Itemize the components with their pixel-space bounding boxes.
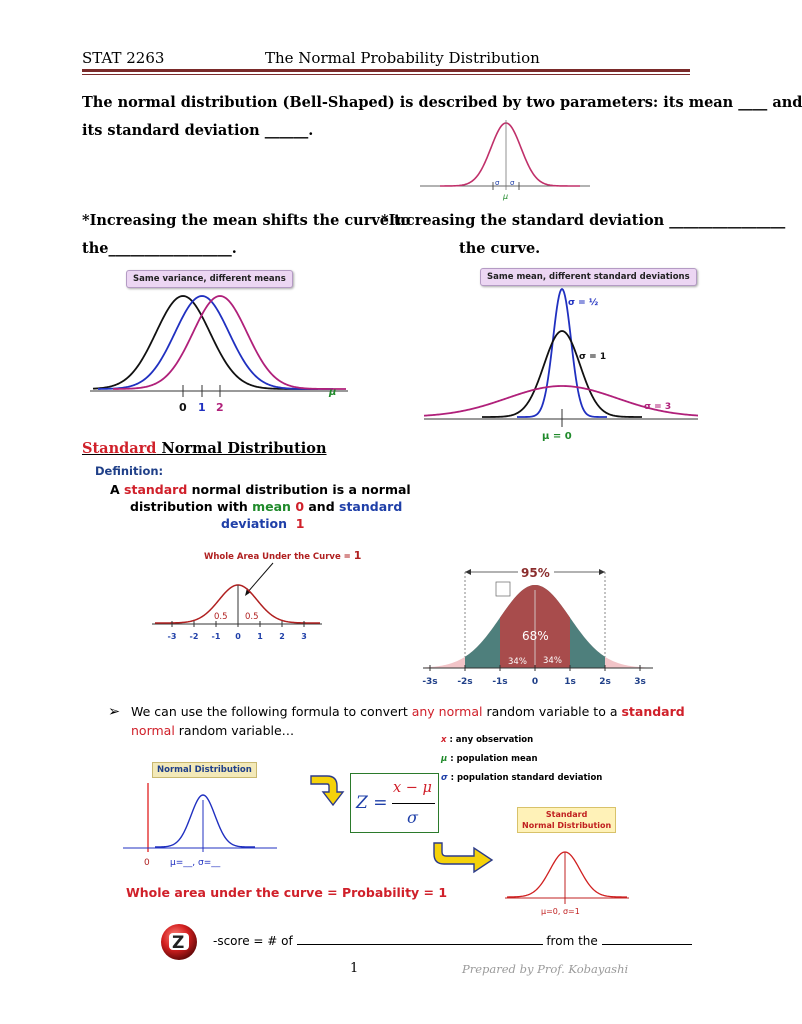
area-tick-label-5: 2: [279, 632, 285, 641]
formula-legend: [441, 731, 602, 788]
course-code: STAT 2263: [82, 49, 165, 67]
curved-arrow-down-icon: [307, 770, 347, 810]
z-numerator: x − μ: [393, 780, 432, 796]
def-deviation: deviation: [221, 516, 288, 531]
area-tick-label-3: 0: [235, 632, 241, 641]
callout-same-mean: Same mean, different standard deviations: [480, 268, 697, 286]
def-standard: standard: [124, 482, 188, 497]
page-number: 1: [350, 961, 359, 976]
definition-line-2: [130, 499, 402, 514]
bullet-arrow: ➢: [108, 704, 121, 720]
caption-arrow: [247, 563, 273, 593]
normal-dist-figure: [120, 778, 280, 873]
formula-text-c: random variable…: [174, 723, 295, 738]
mean-shift-line-1: *Increasing the mean shifts the curve to: [82, 212, 411, 229]
legend-x-symbol: x: [441, 735, 447, 745]
intro-sigma-left: σ: [495, 179, 500, 187]
means-label-2: 2: [216, 401, 224, 414]
whole-area-caption: [204, 549, 361, 562]
intro-line-2: its standard deviation ______.: [82, 122, 314, 139]
formula-text-b: random variable to a: [482, 704, 622, 719]
standard-dist-params: μ=0, σ=1: [541, 907, 580, 916]
emp-tick-label-1: -2s: [457, 677, 473, 687]
zscore-blank-2: [602, 932, 692, 945]
label-mu-zero: μ = 0: [542, 431, 572, 442]
whole-area-caption-num: 1: [353, 549, 362, 562]
intro-bell-curve: [440, 123, 580, 186]
formula-standard: standard: [621, 704, 685, 719]
intro-sigma-right: σ: [510, 179, 515, 187]
header-rule: [82, 69, 690, 72]
intro-mu-label: μ: [503, 192, 509, 201]
z-lhs: Z =: [356, 793, 388, 813]
standard-dist-title-1: Standard: [545, 810, 588, 819]
emp-tick-label-4: 1s: [564, 677, 576, 687]
z-denominator: σ: [407, 808, 418, 827]
legend-sigma-text: : population standard deviation: [447, 773, 603, 783]
author-credit: Prepared by Prof. Kobayashi: [462, 962, 629, 976]
def-and: and: [304, 499, 340, 514]
p95-arrow-right: [599, 569, 605, 575]
mean-shift-line-2: the_________________.: [82, 240, 237, 257]
standard-dist-title: [517, 807, 616, 833]
def-text-b: normal distribution is a normal: [187, 482, 411, 497]
area-half-left: 0.5: [214, 612, 228, 622]
whole-area-caption-text: Whole Area Under the Curve =: [204, 552, 354, 562]
normal-dist-params: μ=__, σ=__: [170, 858, 221, 868]
means-mu-label: μ: [329, 387, 337, 398]
intro-bell-figure: [415, 115, 595, 205]
formula-text-line-1: [131, 704, 685, 719]
zscore-text-a: -score = # of: [213, 934, 297, 948]
sd-spread-line-2: the curve.: [459, 240, 541, 257]
standard-dist-title-2: Normal Distribution: [522, 821, 612, 830]
zscore-text-b: from the: [542, 934, 602, 948]
emp-tick-label-5: 2s: [599, 677, 611, 687]
zscore-definition: [213, 932, 692, 948]
legend-sigma: [441, 769, 602, 788]
legend-mu: [441, 750, 602, 769]
normal-dist-curve: [155, 795, 255, 847]
sd-spread-line-1: *Increasing the standard deviation ________________: [381, 212, 786, 229]
area-tick-label-0: -3: [167, 632, 177, 641]
standard-dist-curve: [507, 852, 627, 897]
normal-dist-zero: 0: [144, 858, 150, 868]
different-means-figure: [88, 285, 353, 417]
callout-same-variance: Same variance, different means: [126, 270, 293, 288]
standard-normal-heading: [82, 440, 327, 457]
p34-left-label: 34%: [508, 657, 527, 667]
area-half-right: 0.5: [245, 612, 259, 622]
empirical-rule-figure: [418, 560, 658, 690]
area-tick-label-4: 1: [257, 632, 263, 641]
p95-label: 95%: [521, 566, 550, 580]
standard-dist-figure: [502, 840, 632, 920]
label-sd-one: σ = 1: [579, 352, 607, 362]
header-rule-thin: [82, 74, 690, 75]
legend-mu-symbol: μ: [441, 754, 448, 764]
z-formula-box: [350, 773, 439, 833]
normal-dist-title: Normal Distribution: [152, 762, 257, 778]
formula-text-line-2: [131, 723, 294, 738]
legend-mu-text: : population mean: [447, 754, 538, 764]
emp-tick-label-0: -3s: [422, 677, 438, 687]
document-title: The Normal Probability Distribution: [265, 49, 540, 67]
def-zero: 0: [295, 499, 305, 514]
emp-tick-label-3: 0: [531, 677, 539, 687]
formula-text-a: We can use the following formula to convert: [131, 704, 412, 719]
whole-area-figure: [150, 545, 362, 645]
different-sds-figure: [422, 283, 702, 445]
formula-any-normal: any normal: [411, 704, 483, 719]
p34-right-label: 34%: [543, 656, 562, 666]
label-sd-half: σ = ½: [568, 298, 599, 308]
intro-line-1: The normal distribution (Bell-Shaped) is described by two parameters: its mean ____ and: [82, 94, 802, 111]
p95-arrow-left: [465, 569, 471, 575]
means-label-0: 0: [179, 401, 187, 414]
z-fraction-bar: [392, 803, 435, 804]
formula-normal: normal: [131, 723, 175, 738]
area-tick-label-6: 3: [301, 632, 307, 641]
emp-tick-label-6: 3s: [634, 677, 646, 687]
legend-x: [441, 731, 602, 750]
curve-sd-one: [482, 331, 642, 417]
def-mean: mean: [252, 499, 291, 514]
z-ball-icon: [160, 923, 198, 961]
legend-sigma-symbol: σ: [441, 773, 448, 783]
p68-label: 68%: [522, 629, 549, 643]
area-tick-label-1: -2: [189, 632, 199, 641]
z-ball-letter: Z: [172, 933, 185, 953]
whole-area-statement: Whole area under the curve = Probability = 1: [126, 885, 448, 900]
legend-x-text: : any observation: [446, 735, 534, 745]
def-one: 1: [295, 516, 305, 531]
area-tick-label-2: -1: [211, 632, 221, 641]
curve-mean-2: [113, 296, 346, 389]
definition-line-3: [221, 516, 304, 531]
zscore-blank-1: [297, 932, 543, 945]
definition-line-1: [110, 482, 411, 497]
def-standard-2: standard: [339, 499, 403, 514]
definition-label: Definition:: [95, 464, 164, 478]
curved-arrow-right-icon: [430, 840, 496, 876]
def-text-a: A: [110, 482, 125, 497]
label-sd-three: σ = 3: [644, 402, 672, 412]
heading-rest: Normal Distribution: [156, 440, 327, 457]
means-label-1: 1: [198, 401, 206, 414]
empty-box: [496, 582, 510, 596]
heading-standard-word: Standard: [82, 440, 157, 457]
def-text-c: distribution with: [130, 499, 253, 514]
emp-tick-label-2: -1s: [492, 677, 508, 687]
